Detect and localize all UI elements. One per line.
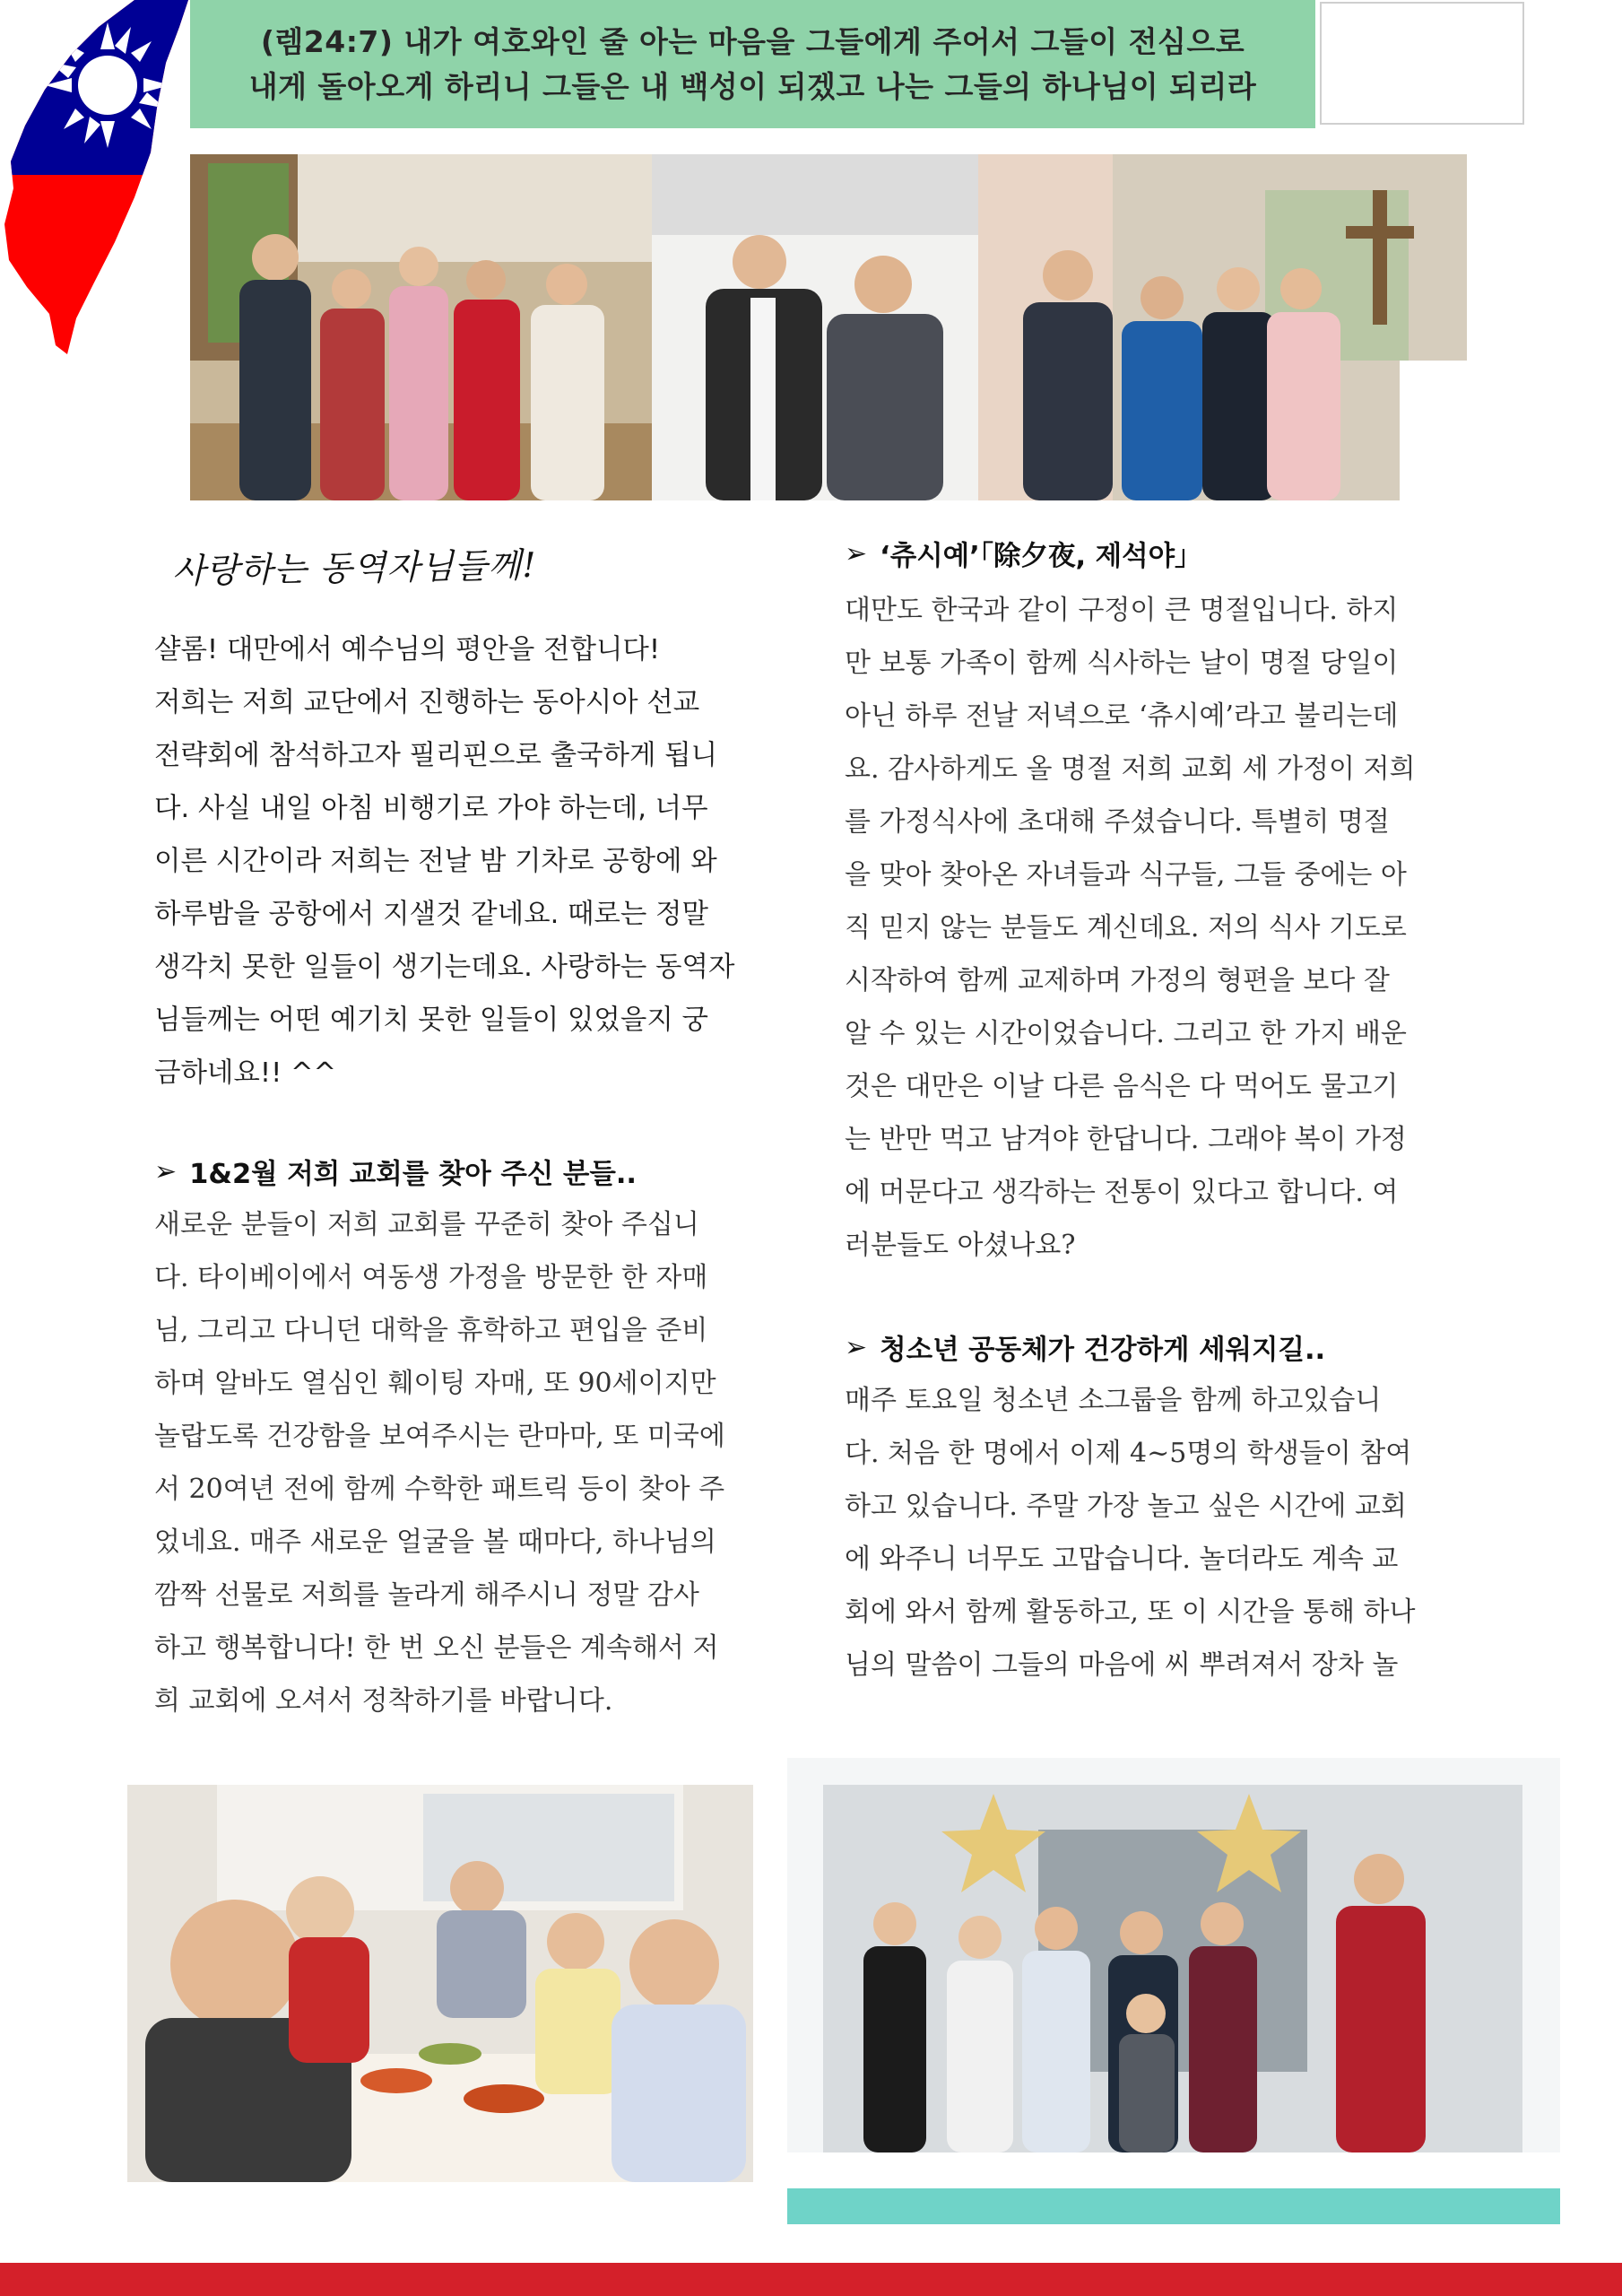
text-line: 다. 사실 내일 아침 비행기로 가야 하는데, 너무	[154, 793, 708, 824]
arrow-bullet-icon: ➢	[154, 1155, 178, 1187]
text-line: 금하네요!! ^^	[154, 1057, 337, 1089]
text-line: 었네요. 매주 새로운 얼굴을 볼 때마다, 하나님의	[154, 1526, 716, 1558]
arrow-bullet-icon: ➢	[845, 1331, 868, 1363]
text-line: 대만도 한국과 같이 구정이 큰 명절입니다. 하지	[845, 595, 1399, 626]
text-line: 저희는 저희 교단에서 진행하는 동아시아 선교	[154, 687, 700, 718]
pastors-photo	[652, 154, 978, 500]
text-line: 하고 행복합니다! 한 번 오신 분들은 계속해서 저	[154, 1632, 719, 1664]
family-dinner-photo	[127, 1785, 753, 2182]
right-column	[845, 534, 1472, 1692]
blank-box	[1320, 2, 1524, 125]
text-line: 샬롬! 대만에서 예수님의 평안을 전합니다!	[154, 634, 661, 665]
section-heading-visitors	[154, 1152, 782, 1191]
text-line: 요. 감사하게도 올 명절 저희 교회 세 가정이 저희	[845, 753, 1416, 785]
text-line: 희 교회에 오셔서 정착하기를 바랍니다.	[154, 1685, 613, 1717]
text-line: 깜짝 선물로 저희를 놀라게 해주시니 정말 감사	[154, 1579, 699, 1611]
text-line: 이른 시간이라 저희는 전날 밤 기차로 공항에 와	[154, 846, 717, 877]
text-line: 직 믿지 않는 분들도 계신데요. 저의 식사 기도로	[845, 912, 1407, 944]
arrow-bullet-icon: ➢	[845, 537, 868, 570]
text-line: 을 맞아 찾아온 자녀들과 식구들, 그들 중에는 아	[845, 859, 1407, 891]
section-heading-text: ‘츄시예’「除夕夜, 제석야」	[880, 541, 1202, 572]
text-line: 시작하여 함께 교제하며 가정의 형편을 보다 잘	[845, 965, 1390, 996]
footer-bar	[0, 2263, 1622, 2296]
verse-line-2: 내게 돌아오게 하리니 그들은 내 백성이 되겠고 나는 그들의 하나님이 되리라	[248, 68, 1257, 104]
section-heading-youth	[845, 1327, 1472, 1367]
text-line: 다. 타이베이에서 여동생 가정을 방문한 한 자매	[154, 1262, 708, 1293]
greeting-title: 사랑하는 동역자님들께!	[171, 544, 537, 591]
youth-group-photo	[787, 1758, 1560, 2260]
text-line: 를 가정식사에 초대해 주셨습니다. 특별히 명절	[845, 806, 1390, 838]
text-line: 하고 있습니다. 주말 가장 놀고 싶은 시간에 교회	[845, 1491, 1407, 1522]
text-line: 회에 와서 함께 활동하고, 또 이 시간을 통해 하나	[845, 1596, 1416, 1628]
youth-paragraph	[845, 1374, 1472, 1692]
text-line: 님의 말씀이 그들의 마음에 씨 뿌려져서 장차 놀	[845, 1649, 1399, 1681]
text-line: 매주 토요일 청소년 소그룹을 함께 하고있습니	[845, 1385, 1382, 1416]
new-year-eve-paragraph	[845, 584, 1472, 1272]
text-line: 님, 그리고 다니던 대학을 휴학하고 편입을 준비	[154, 1315, 708, 1346]
text-line: 생각치 못한 일들이 생기는데요. 사랑하는 동역자	[154, 952, 735, 983]
verse-banner	[190, 0, 1315, 128]
text-line: 님들께는 어떤 예기치 못한 일들이 있었을지 궁	[154, 1004, 708, 1036]
section-heading-text: 1&2월 저희 교회를 찾아 주신 분들..	[189, 1159, 638, 1190]
section-heading-new-year-eve	[845, 534, 1472, 573]
text-line: 전략회에 참석하고자 필리핀으로 출국하게 됩니	[154, 740, 718, 771]
text-line: 서 20여년 전에 함께 수학한 패트릭 등이 찾아 주	[154, 1474, 725, 1505]
text-line: 다. 처음 한 명에서 이제 4~5명의 학생들이 참여	[845, 1438, 1412, 1469]
church-members-photo	[978, 154, 1467, 500]
text-line: 러분들도 아셨나요?	[845, 1230, 1076, 1261]
text-line: 것은 대만은 이날 다른 음식은 다 먹어도 물고기	[845, 1071, 1399, 1102]
text-line: 놀랍도록 건강함을 보여주시는 란마마, 또 미국에	[154, 1421, 725, 1452]
text-line: 하며 알바도 열심인 훼이팅 자매, 또 90세이지만	[154, 1368, 716, 1399]
text-line: 알 수 있는 시간이었습니다. 그리고 한 가지 배운	[845, 1018, 1407, 1049]
text-line: 하루밤을 공항에서 지샐것 같네요. 때로는 정말	[154, 899, 708, 930]
visitors-paragraph	[154, 1198, 782, 1727]
section-heading-text: 청소년 공동체가 건강하게 세워지길..	[880, 1335, 1326, 1366]
church-group-photo	[190, 154, 652, 500]
verse-line-1: (렘24:7) 내가 여호와인 줄 아는 마음을 그들에게 주어서 그들이 전심으로	[260, 23, 1245, 59]
text-line: 는 반만 먹고 남겨야 한답니다. 그래야 복이 가정	[845, 1124, 1407, 1155]
left-column	[154, 538, 782, 1727]
text-line: 아닌 하루 전날 저녁으로 ‘츄시예’라고 불리는데	[845, 700, 1399, 732]
text-line: 새로운 분들이 저희 교회를 꾸준히 찾아 주십니	[154, 1209, 699, 1240]
text-line: 에 와주니 너무도 고맙습니다. 놀더라도 계속 교	[845, 1544, 1399, 1575]
taiwan-flag-map-icon	[0, 0, 193, 359]
text-line: 만 보통 가족이 함께 식사하는 날이 명절 당일이	[845, 648, 1399, 679]
text-line: 에 머문다고 생각하는 전통이 있다고 합니다. 여	[845, 1177, 1399, 1208]
intro-paragraph	[154, 623, 782, 1100]
